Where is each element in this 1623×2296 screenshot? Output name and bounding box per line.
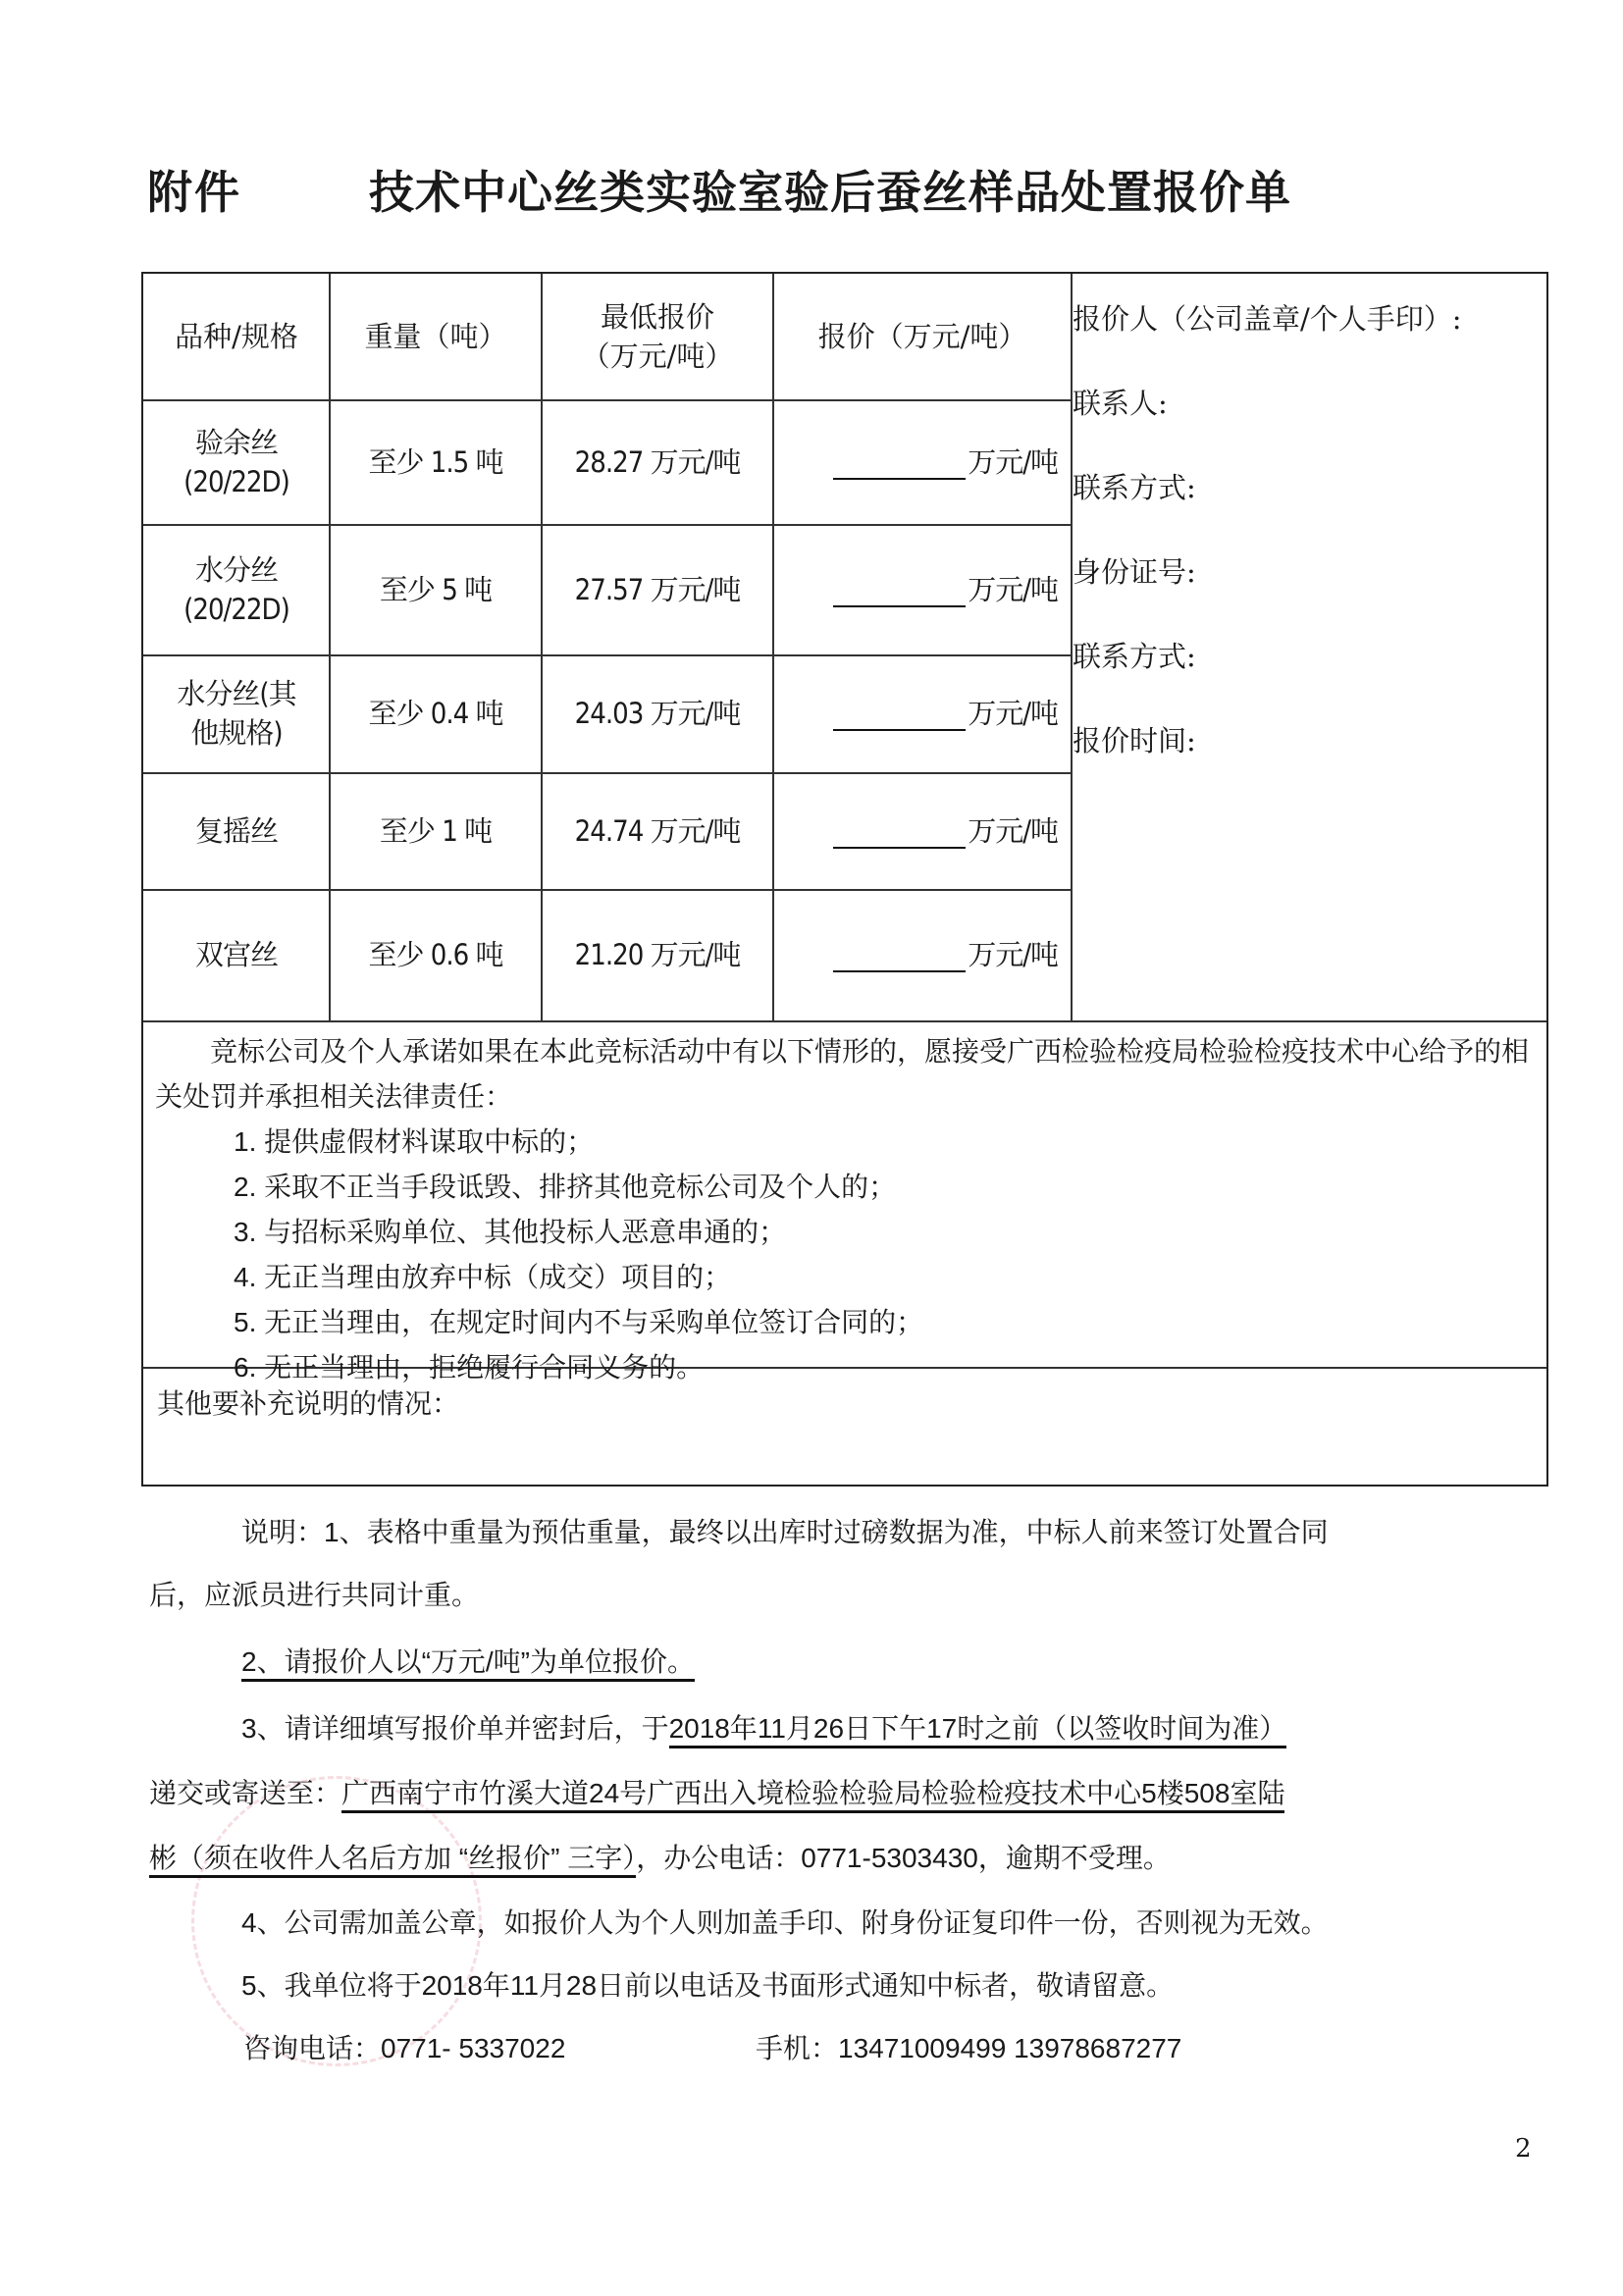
note-3-line-2 [149, 1774, 1284, 1813]
row-min-price: 24.74 万元/吨 [574, 813, 741, 848]
note-1-line-1: 说明：1、表格中重量为预估重量，最终以出库时过磅数据为准，中标人前来签订处置合同 [241, 1517, 1329, 1547]
pledge-section [143, 1021, 1546, 1390]
annex-label: 附件 [147, 166, 241, 219]
variety-spec: (20/22D) [183, 592, 289, 626]
quote-blank-field[interactable] [833, 572, 966, 607]
row-variety [143, 524, 330, 654]
other-remarks-label[interactable]: 其他要补充说明的情况： [157, 1388, 460, 1419]
row-weight: 至少 5 吨 [379, 572, 493, 606]
note-1-line-2: 后，应派员进行共同计重。 [149, 1580, 480, 1610]
note-2 [241, 1643, 695, 1682]
row-min-price: 28.27 万元/吨 [574, 444, 741, 479]
quoter-field-contact-person[interactable]: 联系人: [1073, 387, 1168, 420]
quoter-info [1073, 299, 1462, 806]
row-min-price: 21.20 万元/吨 [574, 938, 741, 971]
quote-unit: 万元/吨 [968, 572, 1058, 606]
quoter-field-quote-time[interactable]: 报价时间: [1073, 724, 1196, 757]
quote-blank-field[interactable] [833, 937, 966, 972]
row-quote [773, 399, 1072, 524]
header-min-price-line2: （万元/吨） [581, 339, 734, 373]
header-min-price [542, 274, 773, 399]
row-variety [143, 399, 330, 524]
variety-name: 水分丝 [194, 552, 278, 587]
row-weight: 至少 1.5 吨 [368, 444, 503, 479]
quote-unit: 万元/吨 [968, 813, 1058, 848]
consult-phone: 咨询电话：0771- 5337022 [243, 2033, 566, 2063]
row-variety [143, 772, 330, 889]
header-quote: 报价（万元/吨） [817, 320, 1027, 353]
pledge-item: 4. 无正当理由放弃中标（成交）项目的； [234, 1262, 732, 1292]
row-quote [773, 654, 1072, 772]
quoter-field-contact-method[interactable]: 联系方式: [1073, 471, 1196, 504]
variety-spec: (20/22D) [183, 464, 289, 498]
quote-blank-field[interactable] [833, 813, 966, 849]
quotation-table [141, 272, 1548, 1487]
note-3-prefix: 3、请详细填写报价单并密封后，于 [241, 1713, 669, 1744]
row-quote [773, 524, 1072, 654]
mobile-phone: 手机：13471009499 13978687277 [756, 2033, 1182, 2063]
header-min-price-line1: 最低报价 [600, 300, 714, 334]
row-min-price: 24.03 万元/吨 [574, 697, 741, 730]
quoter-field-signature[interactable]: 报价人（公司盖章/个人手印）: [1073, 302, 1462, 336]
row-quote [773, 772, 1072, 889]
quote-blank-field[interactable] [833, 444, 966, 480]
row-min-price: 27.57 万元/吨 [574, 572, 741, 606]
quote-blank-field[interactable] [833, 696, 966, 731]
pledge-intro: 竞标公司及个人承诺如果在本此竞标活动中有以下情形的，愿接受广西检验检疫局检验检疫技术中心给予的相关处罚并承担相关法律责任： [155, 1036, 1530, 1112]
variety-spec: 他规格) [190, 716, 283, 750]
pledge-item: 2. 采取不正当手段诋毁、排挤其他竞标公司及个人的； [234, 1172, 897, 1202]
pledge-item: 6. 无正当理由，拒绝履行合同义务的。 [234, 1352, 705, 1383]
row-weight: 至少 1 吨 [379, 813, 493, 848]
variety-name: 复摇丝 [194, 813, 278, 848]
row-weight: 至少 0.4 吨 [368, 697, 503, 730]
pledge-item: 3. 与招标采购单位、其他投标人恶意串通的； [234, 1217, 787, 1247]
pledge-item: 5. 无正当理由，在规定时间内不与采购单位签订合同的； [234, 1307, 924, 1337]
row-weight: 至少 0.6 吨 [368, 938, 503, 971]
variety-name: 验余丝 [194, 425, 278, 459]
variety-name: 双宫丝 [194, 938, 278, 971]
note-3-line-3 [149, 1839, 1171, 1878]
note-3-suffix: ，办公电话：0771-5303430，逾期不受理。 [636, 1843, 1171, 1873]
row-quote [773, 889, 1072, 1020]
note-3-address-cont: 彬（须在收件人名后方加 “丝报价” 三字） [149, 1843, 636, 1878]
row-variety [143, 654, 330, 772]
note-3-deadline: 2018年11月26日下午17时之前（以签收时间为准） [669, 1713, 1287, 1748]
note-3-address: 广西南宁市竹溪大道24号广西出入境检验检验局检验检疫技术中心5楼508室陆 [341, 1778, 1284, 1813]
page-header [147, 157, 1423, 219]
pledge-item: 1. 提供虚假材料谋取中标的； [234, 1126, 595, 1157]
note-3-line-1 [241, 1709, 1286, 1748]
header-weight: 重量（吨） [364, 320, 507, 353]
quote-unit: 万元/吨 [968, 938, 1058, 971]
row-variety [143, 889, 330, 1020]
page-number: 2 [1515, 2134, 1532, 2164]
note-3-delivery-prefix: 递交或寄送至： [149, 1778, 342, 1808]
header-variety: 品种/规格 [175, 320, 298, 353]
note-4: 4、公司需加盖公章，如报价人为个人则加盖手印、附身份证复印件一份，否则视为无效。 [241, 1907, 1329, 1938]
quote-unit: 万元/吨 [968, 444, 1058, 479]
note-2-text: 2、请报价人以“万元/吨”为单位报价。 [241, 1646, 695, 1682]
quoter-field-id-number[interactable]: 身份证号: [1073, 555, 1196, 589]
variety-name: 水分丝(其 [177, 677, 296, 710]
note-5: 5、我单位将于2018年11月28日前以电话及书面形式通知中标者，敬请留意。 [241, 1970, 1175, 2001]
quote-unit: 万元/吨 [968, 697, 1058, 730]
page-title: 技术中心丝类实验室验后蚕丝样品处置报价单 [369, 166, 1291, 219]
quoter-field-contact-method-2[interactable]: 联系方式: [1073, 640, 1196, 673]
